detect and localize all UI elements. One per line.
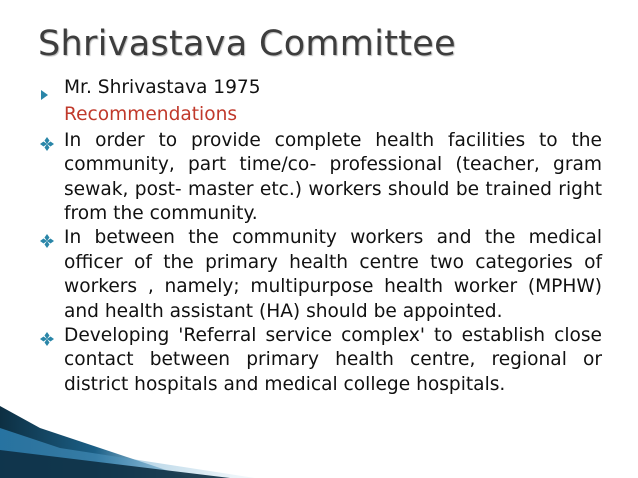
list-item bbox=[40, 226, 602, 324]
list-item bbox=[40, 324, 602, 397]
triangle-right-icon bbox=[40, 84, 62, 108]
bullet-text: Developing 'Referral service complex' to establish close contact between primary health centre, regional or district hospitals and medical college hospitals. bbox=[64, 325, 602, 395]
corner-swoosh-decoration bbox=[0, 388, 260, 478]
four-diamond-icon bbox=[40, 329, 62, 353]
presenter-line: Mr. Shrivastava 1975 bbox=[64, 77, 261, 98]
slide-content bbox=[40, 76, 602, 397]
bullet-text: In order to provide complete health facilities to the community, part time/co- professional (teacher, gram sewak, post- master etc.) workers should be trained right from the community. bbox=[64, 129, 602, 225]
four-diamond-icon bbox=[40, 231, 62, 255]
main-bullet-row bbox=[40, 76, 602, 100]
bullet-text: In between the community workers and the medical officer of the primary health centre two categories of workers , namely; multipurpose health worker (MPHW) and health assistant (HA) should be appointed. bbox=[64, 227, 602, 322]
list-item bbox=[40, 129, 602, 227]
slide-title: Shrivastava Committee bbox=[38, 24, 456, 64]
section-heading: Recommendations bbox=[64, 104, 238, 126]
four-diamond-icon bbox=[40, 134, 62, 158]
